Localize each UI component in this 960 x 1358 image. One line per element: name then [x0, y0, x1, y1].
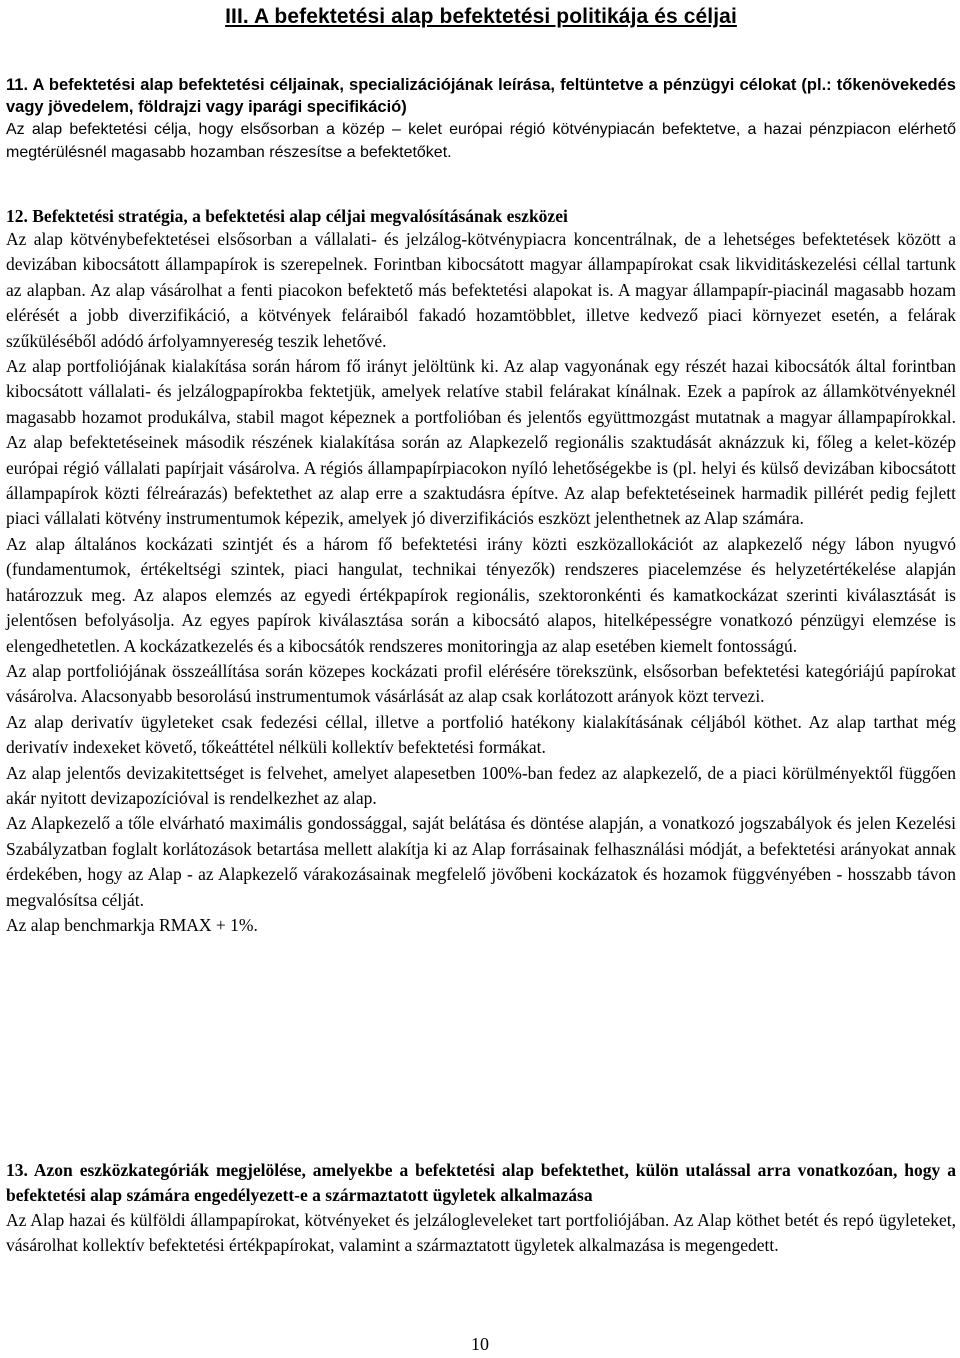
section-12-benchmark: Az alap benchmarkja RMAX + 1%.	[6, 914, 258, 935]
section-13	[6, 1158, 956, 1259]
section-13-heading: 13. Azon eszközkategóriák megjelölése, amelyekbe a befektetési alap befektethet, külön utalással arra vonatkozóan, hogy a befektetési alap számára engedélyezett-e a származtatott ügyletek alkalmazása	[6, 1160, 956, 1205]
section-11	[6, 74, 956, 164]
section-12-paragraph-2: Az alap portfoliójának kialakítása során három fő irányt jelöltünk ki. Az alap vagyonának egy részét hazai kibocsátók által forintban kibocsátott vállalati- és jelzálogpapírokba fektetjük, amelyek relatíve stabil felárakat kínálnak. Ezek a papírok az államkötvényeknél magasabb hozamot produkálva, stabil magot képeznek a portfolióban és jelentős együttmozgást mutatnak a magyar állampapírokkal. Az alap befektetéseinek második részének kialakítása során az Alapkezelő regionális szaktudását aknázzuk ki, főleg a kelet-közép európai régió vállalati papírjait vásárolva. A régiós állampapírpiacokon nyíló lehetőségekbe is (pl. helyi és külső devizában kibocsátott állampapírok közti félreárazás) befektethet az alap erre a szaktudásra építve. Az alap befektetéseinek harmadik pillérét pedig fejlett piaci vállalati kötvény instrumentumok képezik, amelyek jó diverzifikációs eszközt jelenthetnek az Alap számára.	[6, 356, 956, 529]
section-12-paragraph-6: Az alap jelentős devizakitettséget is felvehet, amelyet alapesetben 100%-ban fedez az alapkezelő, de a piaci körülményektől függően akár nyitott devizapozícióval is rendelkezhet az alap.	[6, 762, 956, 808]
section-12	[6, 205, 956, 938]
page-number: 10	[471, 1334, 489, 1354]
section-12-heading: 12. Befektetési stratégia, a befektetési alap céljai megvalósításának eszközei	[6, 206, 568, 226]
document-page	[6, 0, 956, 1256]
section-12-paragraph-1: Az alap kötvénybefektetései elsősorban a vállalati- és jelzálog-kötvénypiacra koncentrálnak, de a lehetséges befektetések között a devizában kibocsátott állampapírok is szerepelnek. Forintban kibocsátott magyar állampapírokat csak likviditáskezelési céllal tartunk az alapban. Az alap vásárolhat a fenti piacokon befektető más befektetési alapokat is. A magyar állampapír-piacinál magasabb hozam elérését a jobb diverzifikáció, a kötvények feláraiból fakadó hozamtöbblet, illetve kedvező piaci környezet esetén, a felárak szűküléséből adódó árfolyamnyereség teszik lehetővé.	[6, 229, 956, 351]
section-11-heading: 11. A befektetési alap befektetési céljainak, specializációjának leírása, feltüntetve a pénzügyi célokat (pl.: tőkenövekedés vagy jövedelem, földrajzi vagy iparági specifikáció)	[6, 76, 956, 116]
section-12-paragraph-3: Az alap általános kockázati szintjét és a három fő befektetési irány közti eszközallokációt az alapkezelő négy lábon nyugvó (fundamentumok, értékeltségi szintek, piaci hangulat, technikai tényezők) rendszeres piacelemzése és helyzetértékelése alapján határozzuk meg. Az alapos elemzés az egyedi értékpapírok regionális, szektoronkénti és kamatkockázat szerinti kiválasztását is jelentősen befolyásolja. Az egyes papírok kiválasztása során a kibocsátó alapos, hitelképességre vonatkozó pénzügyi elemzése is elengedhetetlen. A kockázatkezelés és a kibocsátók rendszeres monitoringja az alap esetében kiemelt fontosságú.	[6, 533, 956, 656]
section-12-paragraph-5: Az alap derivatív ügyleteket csak fedezési céllal, illetve a portfolió hatékony kialakításának céljából köthet. Az alap tarthat még derivatív indexeket követő, tőkeáttétel nélküli kollektív befektetési formákat.	[6, 711, 956, 758]
chapter-title: III. A befektetési alap befektetési politikája és céljai	[225, 5, 737, 28]
section-13-text: Az Alap hazai és külföldi állampapírokat, kötvényeket és jelzálogleveleket tart portfoliójában. Az Alap köthet betét és repó ügyleteket, vásárolhat kollektív befektetési értékpapírokat, valamint a származtatott ügyletek alkalmazása is megengedett.	[6, 1210, 956, 1256]
section-11-text: Az alap befektetési célja, hogy elsősorban a közép – kelet európai régió kötvénypiacán befektetve, a hazai pénzpiacon elérhető megtérülésnél magasabb hozamban részesítse a befektetőket.	[6, 121, 956, 161]
section-12-paragraph-4: Az alap portfoliójának összeállítása során közepes kockázati profil elérésére törekszünk, elsősorban befektetési kategóriájú papírokat vásárolva. Alacsonyabb besorolású instrumentumok vásárlását az alap csak korlátozott arányok közt tervezi.	[6, 660, 956, 707]
section-12-paragraph-7: Az Alapkezelő a tőle elvárható maximális gondossággal, saját belátása és döntése alapján, a vonatkozó jogszabályok és jelen Kezelési Szabályzatban foglalt korlátozások betartása mellett alakítja ki az Alap forrásainak felhasználási módját, a befektetési arányokat annak érdekében, hogy az Alap - az Alapkezelő várakozásainak megfelelő jövőbeni kockázatok és hozamok függvényében - hosszabb távon megvalósítsa célját.	[6, 813, 956, 910]
